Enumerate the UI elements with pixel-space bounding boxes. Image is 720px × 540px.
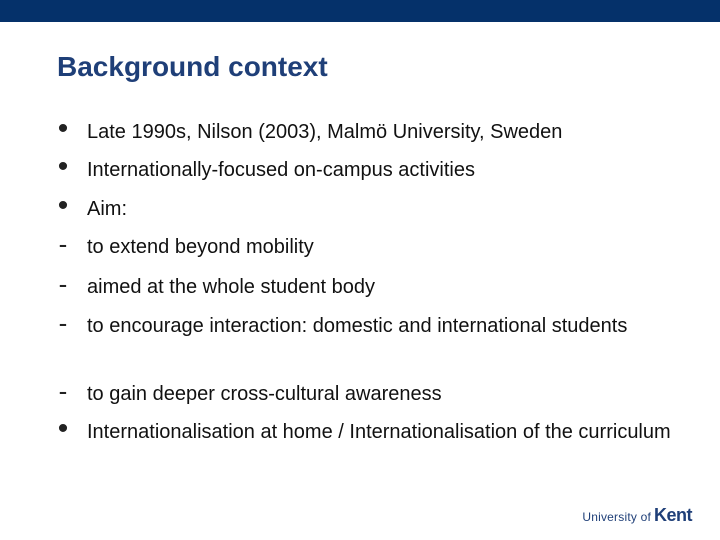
- bullet-text: Internationalisation at home / Internationalisation of the curriculum: [87, 421, 671, 443]
- bullet-text: Aim:: [87, 198, 127, 220]
- bullet-dot-icon: •: [57, 150, 69, 183]
- bullet-dash-icon: -: [58, 229, 68, 259]
- bullet-dot-icon: •: [57, 189, 69, 222]
- logo-accent-text: Kent: [654, 505, 692, 525]
- bullet-dash-icon: -: [58, 308, 68, 338]
- bullet-dash-icon: -: [58, 269, 68, 299]
- bullet-text: aimed at the whole student body: [87, 276, 375, 298]
- bullet-dot-icon: •: [57, 112, 69, 145]
- slide-title: Background context: [57, 51, 328, 82]
- bullet-dash-icon: -: [58, 376, 68, 406]
- bullet-text: to extend beyond mobility: [87, 236, 314, 258]
- university-logo: [582, 505, 692, 526]
- logo-main-text: University of: [582, 510, 651, 524]
- bullet-text: to gain deeper cross-cultural awareness: [87, 383, 442, 405]
- top-banner: [0, 0, 720, 22]
- bullet-dot-icon: •: [57, 412, 69, 445]
- bullet-text: to encourage interaction: domestic and international students: [87, 315, 628, 337]
- bullet-text: Late 1990s, Nilson (2003), Malmö University, Sweden: [87, 121, 563, 143]
- bullet-text: Internationally-focused on-campus activities: [87, 159, 475, 181]
